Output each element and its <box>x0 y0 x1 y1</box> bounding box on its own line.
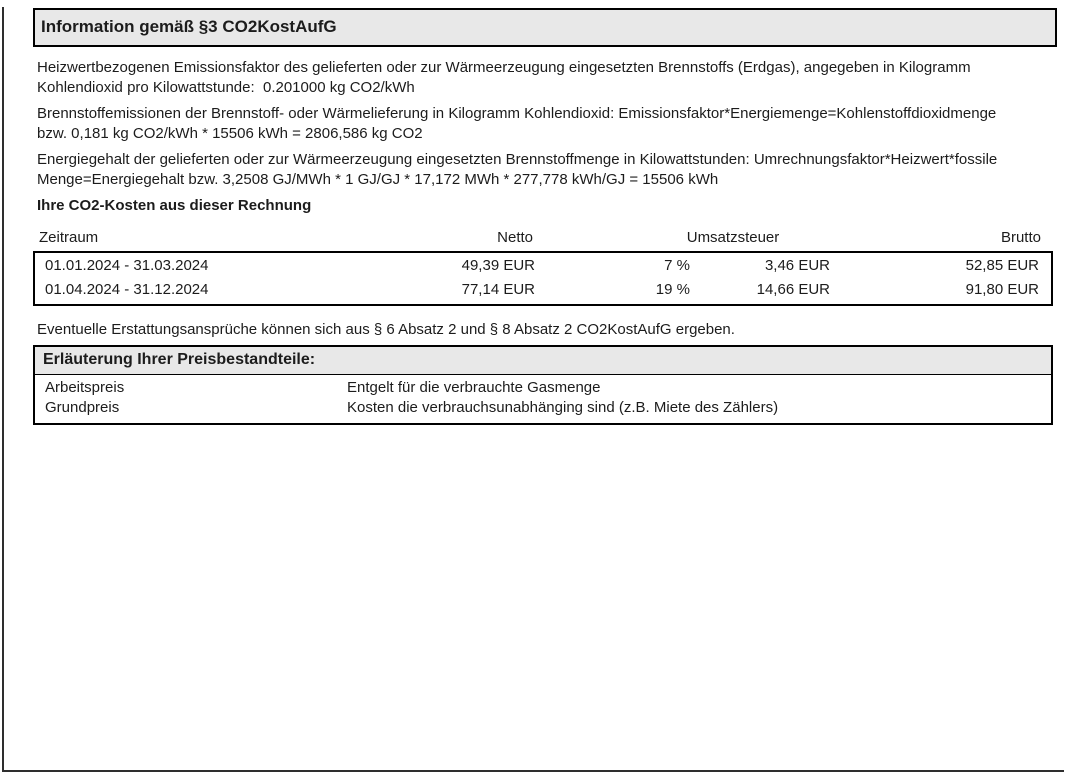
cell-zeitraum: 01.01.2024 - 31.03.2024 <box>45 257 209 274</box>
costs-table-body <box>33 251 1053 306</box>
costs-table-header-row <box>33 229 1053 246</box>
cell-ust-betrag: 3,46 EUR <box>764 257 830 274</box>
section-title-box <box>33 8 1057 47</box>
costs-heading: Ihre CO2-Kosten aus dieser Rechnung <box>37 197 312 214</box>
cell-ust-prozent: 7 % <box>664 257 690 274</box>
paragraph-energiegehalt <box>37 150 1057 190</box>
cell-netto: 49,39 EUR <box>461 257 535 274</box>
column-header-zeitraum: Zeitraum <box>39 229 99 246</box>
cell-ust-prozent: 19 % <box>655 281 690 298</box>
column-header-netto: Netto <box>497 229 533 246</box>
paragraph-line: Energiegehalt der gelieferten oder zur Wärmeerzeugung eingesetzten Brennstoffmenge in Kilowattstunden: Umrechnungsfaktor*Heizwert*fossile <box>37 151 998 168</box>
cell-ust-betrag: 14,66 EUR <box>756 281 830 298</box>
paragraph-line: bzw. 0,181 kg CO2/kWh * 15506 kWh = 2806,586 kg CO2 <box>37 125 423 142</box>
price-component-definition: Entgelt für die verbrauchte Gasmenge <box>347 379 601 396</box>
price-components-heading: Erläuterung Ihrer Preisbestandteile: <box>35 347 1051 375</box>
paragraph-line: Menge=Energiegehalt bzw. 3,2508 GJ/MWh * 1 GJ/GJ * 17,172 MWh * 277,778 kWh/GJ = 15506 kWh <box>37 171 719 188</box>
price-component-row <box>35 378 1051 398</box>
price-components-body <box>35 375 1051 423</box>
refund-note: Eventuelle Erstattungsansprüche können sich aus § 6 Absatz 2 und § 8 Absatz 2 CO2KostAufG ergeben. <box>37 321 735 338</box>
page-left-edge-line <box>2 7 4 772</box>
price-components-box <box>33 345 1053 425</box>
paragraph-brennstoffemissionen <box>37 104 1057 144</box>
price-component-term: Arbeitspreis <box>45 379 125 396</box>
column-header-umsatzsteuer: Umsatzsteuer <box>686 229 780 246</box>
price-component-definition: Kosten die verbrauchsunabhänging sind (z.B. Miete des Zählers) <box>347 399 779 416</box>
table-row <box>35 278 1051 302</box>
price-component-row <box>35 398 1051 418</box>
column-header-brutto: Brutto <box>1000 229 1041 246</box>
cell-netto: 77,14 EUR <box>461 281 535 298</box>
section-title: Information gemäß §3 CO2KostAufG <box>41 17 337 36</box>
paragraph-emissionsfaktor <box>37 58 1057 98</box>
price-component-term: Grundpreis <box>45 399 120 416</box>
paragraph-line: Kohlendioxid pro Kilowattstunde: 0.201000 kg CO2/kWh <box>37 79 415 96</box>
document-content <box>33 8 1057 425</box>
cell-brutto: 91,80 EUR <box>965 281 1039 298</box>
paragraph-line: Heizwertbezogenen Emissionsfaktor des gelieferten oder zur Wärmeerzeugung eingesetzten Brennstoffs (Erdgas), angegeben in Kilogramm <box>37 59 971 76</box>
cell-brutto: 52,85 EUR <box>965 257 1039 274</box>
paragraph-line: Brennstoffemissionen der Brennstoff- oder Wärmelieferung in Kilogramm Kohlendioxid: Emissionsfaktor*Energiemenge=Kohlenstoffdioxidmenge <box>37 105 997 122</box>
table-row <box>35 254 1051 278</box>
cell-zeitraum: 01.04.2024 - 31.12.2024 <box>45 281 209 298</box>
page-bottom-edge-line <box>2 770 1064 772</box>
